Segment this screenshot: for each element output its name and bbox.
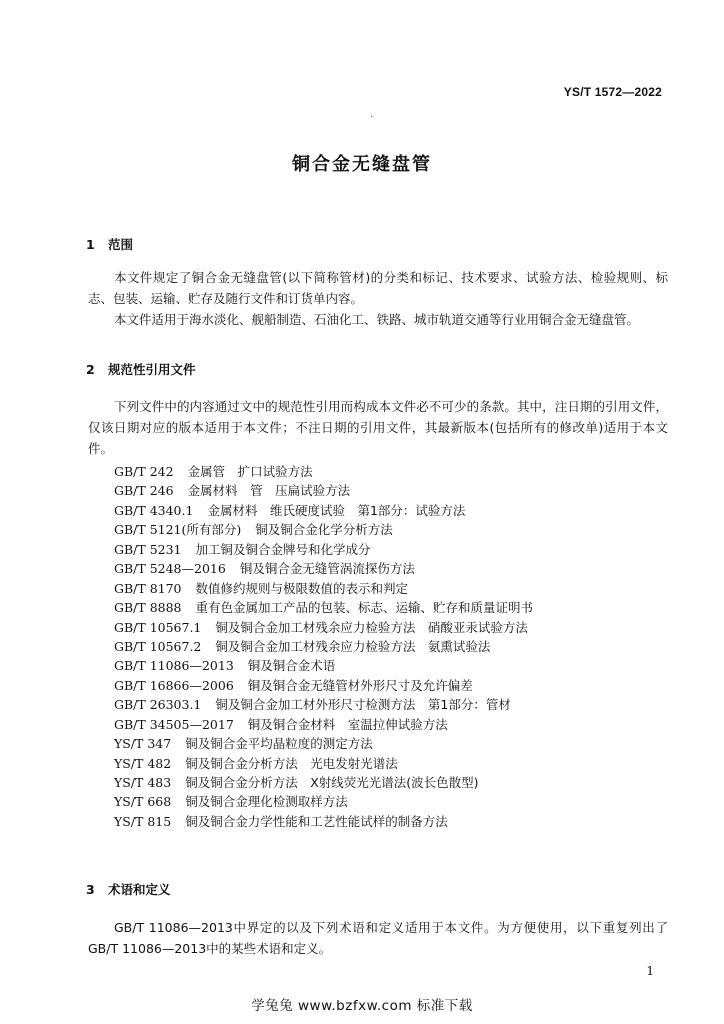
- ref-code: YS/T 347: [114, 736, 172, 752]
- ref-code: GB/T 26303.1: [114, 697, 202, 713]
- section-title: 术语和定义: [108, 882, 171, 897]
- ref-title: 铜及铜合金加工材残余应力检验方法 硝酸亚汞试验方法: [215, 619, 528, 635]
- ref-code: GB/T 34505—2017: [114, 716, 234, 732]
- ref-title: 铜及铜合金平均晶粒度的测定方法: [185, 736, 373, 752]
- section-3-heading: [86, 880, 171, 898]
- ref-code: GB/T 10567.2: [114, 638, 202, 654]
- section-1-heading: [86, 235, 133, 253]
- ref-title: 铜及铜合金理化检测取样方法: [185, 794, 348, 810]
- reference-item: [114, 520, 674, 539]
- section-number: 2: [86, 362, 95, 377]
- reference-item: [114, 481, 674, 500]
- ref-title: 铜及铜合金力学性能和工艺性能试样的制备方法: [185, 813, 448, 829]
- reference-item: [114, 676, 674, 695]
- reference-item: [114, 462, 674, 481]
- ref-title: 金属材料 管 压扁试验方法: [187, 483, 351, 499]
- ref-code: GB/T 8888: [114, 600, 182, 616]
- paragraph: 下列文件中的内容通过文中的规范性引用而构成本文件必不可少的条款。其中，注日期的引用文件，仅该日期对应的版本适用于本文件；不注日期的引用文件，其最新版本(包括所有的修改单)适用于本文件。: [88, 399, 668, 456]
- reference-item: [114, 501, 674, 520]
- reference-item: [114, 812, 674, 831]
- reference-item: [114, 579, 674, 598]
- paragraph: 本文件规定了铜合金无缝盘管(以下简称管材)的分类和标记、技术要求、试验方法、检验规则、标志、包装、运输、贮存及随行文件和订货单内容。: [88, 270, 668, 306]
- ref-code: YS/T 482: [114, 755, 172, 771]
- section-title: 范围: [108, 237, 134, 252]
- reference-item: [114, 754, 674, 773]
- ref-code: GB/T 10567.1: [114, 619, 202, 635]
- ref-code: GB/T 11086—2013: [114, 658, 234, 674]
- section-2-heading: [86, 360, 196, 378]
- reference-item: [114, 618, 674, 637]
- ref-title: 金属管 扩口试验方法: [187, 464, 313, 479]
- ref-code: YS/T 668: [114, 794, 172, 810]
- page-title: 铜合金无缝盘管: [292, 154, 432, 175]
- ref-title: 铜及铜合金分析方法 光电发射光谱法: [185, 755, 398, 771]
- reference-item: [114, 792, 674, 811]
- page-number: 1: [646, 964, 654, 978]
- ref-title: 铜及铜合金加工材残余应力检验方法 氨熏试验法: [215, 638, 491, 654]
- paragraph: 本文件适用于海水淡化、舰船制造、石油化工、铁路、城市轨道交通等行业用铜合金无缝盘管。: [114, 312, 640, 327]
- reference-item: [114, 540, 674, 559]
- ref-code: GB/T 5248—2016: [114, 561, 226, 577]
- ref-code: GB/T 4340.1: [114, 502, 194, 518]
- ref-title: 铜及铜合金化学分析方法: [255, 522, 393, 538]
- ref-title: 铜及铜合金材料 室温拉伸试验方法: [247, 716, 448, 732]
- ref-code: GB/T 242: [114, 464, 174, 479]
- watermark: 学兔兔 www.bzfxw.com 标准下载: [251, 998, 473, 1014]
- section-number: 1: [86, 237, 95, 252]
- reference-item: [114, 598, 674, 617]
- reference-item: [114, 715, 674, 734]
- ref-title: 重有色金属加工产品的包装、标志、运输、贮存和质量证明书: [195, 600, 534, 616]
- section-1-body: [88, 267, 668, 330]
- reference-item: [114, 695, 674, 714]
- reference-list: [114, 462, 674, 831]
- standard-code: YS/T 1572—2022: [563, 85, 662, 99]
- reference-item: [114, 773, 674, 792]
- reference-item: [114, 656, 674, 675]
- reference-item: [114, 637, 674, 656]
- ref-title: 铜及铜合金无缝管涡流探伤方法: [239, 561, 415, 577]
- decorative-dot: ·: [370, 112, 374, 123]
- ref-code: YS/T 483: [114, 775, 172, 790]
- reference-item: [114, 734, 674, 753]
- section-number: 3: [86, 882, 95, 897]
- ref-title: 加工铜及铜合金牌号和化学成分: [195, 541, 371, 557]
- ref-code: GB/T 5231: [114, 541, 182, 557]
- ref-code: GB/T 246: [114, 483, 174, 499]
- paragraph: GB/T 11086—2013中界定的以及下列术语和定义适用于本文件。为方便使用，以下重复列出了GB/T 11086—2013中的某些术语和定义。: [88, 920, 668, 956]
- ref-title: 铜及铜合金术语: [247, 658, 336, 674]
- ref-title: 数值修约规则与极限数值的表示和判定: [195, 580, 409, 596]
- ref-code: GB/T 16866—2006: [114, 677, 234, 693]
- ref-title: 金属材料 维氏硬度试验 第1部分：试验方法: [207, 502, 466, 518]
- section-title: 规范性引用文件: [108, 362, 196, 377]
- section-2-body: [88, 396, 668, 459]
- ref-title: 铜及铜合金无缝管材外形尺寸及允许偏差: [247, 677, 473, 693]
- ref-code: YS/T 815: [114, 813, 172, 829]
- ref-code: GB/T 5121(所有部分): [114, 522, 242, 538]
- ref-title: 铜及铜合金加工材外形尺寸检测方法 第1部分：管材: [215, 697, 511, 713]
- ref-code: GB/T 8170: [114, 580, 182, 596]
- ref-title: 铜及铜合金分析方法 X射线荧光光谱法(波长色散型): [185, 775, 479, 790]
- reference-item: [114, 559, 674, 578]
- section-3-body: [88, 917, 668, 959]
